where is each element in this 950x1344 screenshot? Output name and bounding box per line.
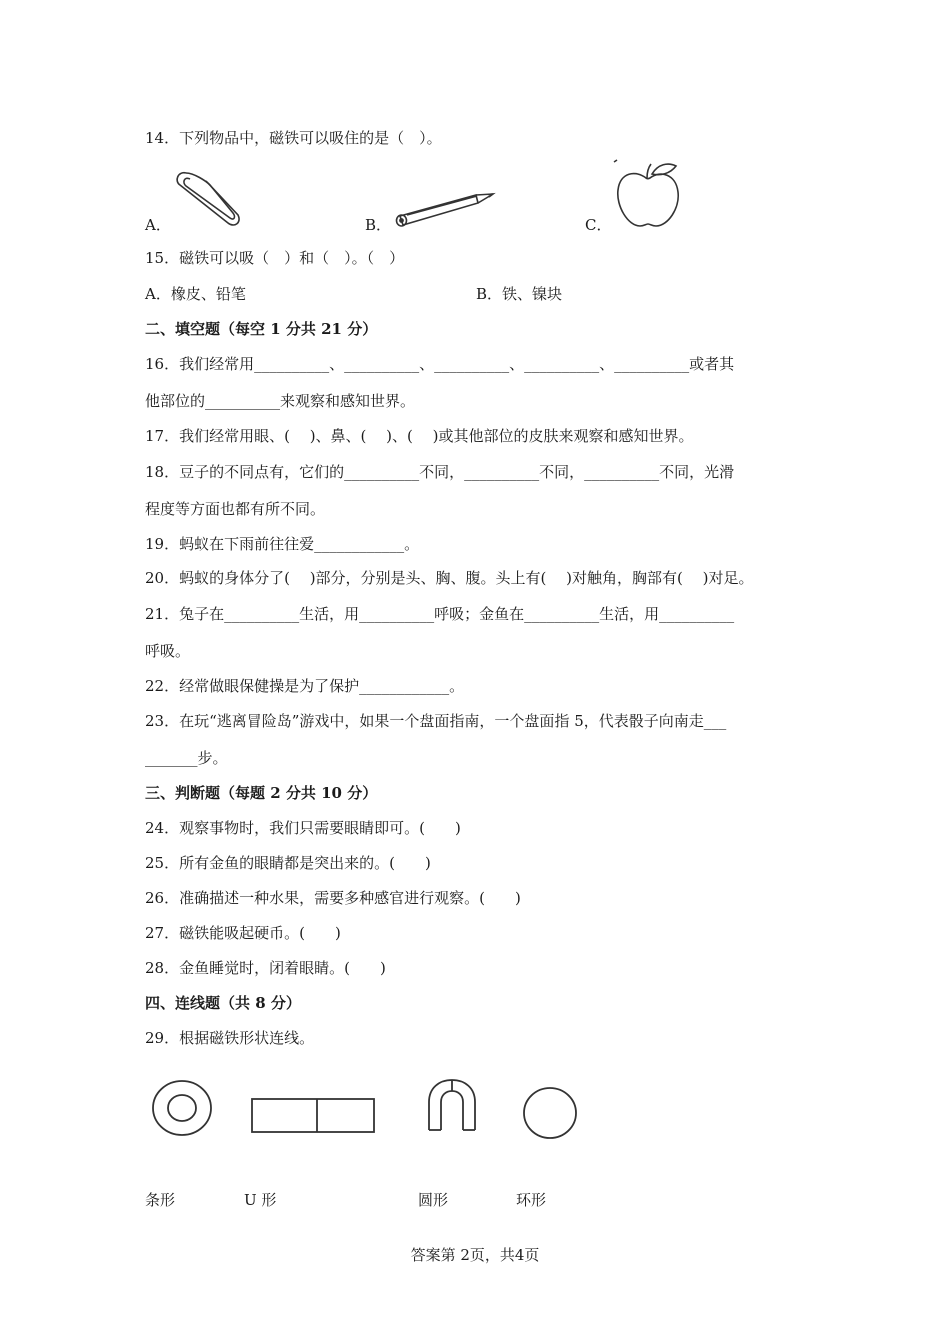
label-bar: 条形 [145, 1191, 176, 1209]
question-16-line-1: 16．我们经常用__________、__________、__________、__________、__________或者其 [145, 355, 735, 373]
paperclip-icon [172, 167, 248, 229]
question-14: 14．下列物品中，磁铁可以吸住的是（ ）。 [145, 129, 442, 147]
question-17: 17．我们经常用眼、( )、鼻、( )、( )或其他部位的皮肤来观察和感知世界。 [145, 427, 694, 445]
question-21-line-2: 呼吸。 [145, 642, 191, 660]
question-28: 28．金鱼睡觉时，闭着眼睛。( ) [145, 959, 386, 977]
question-15: 15．磁铁可以吸（ ）和（ ）。（ ） [145, 249, 405, 267]
bar-magnet-icon [250, 1096, 376, 1136]
option-a-label: A． [145, 216, 171, 234]
pencil-icon [392, 190, 496, 230]
option-b-label: B． [365, 216, 392, 234]
label-disc: 圆形 [418, 1191, 449, 1209]
question-19: 19．蚂蚁在下雨前往往爱____________。 [145, 535, 420, 553]
question-27: 27．磁铁能吸起硬币。( ) [145, 924, 341, 942]
question-18-line-1: 18．豆子的不同点有，它们的__________不同，__________不同，__________不同，光滑 [145, 463, 735, 481]
question-21-line-1: 21．兔子在__________生活，用__________呼吸；金鱼在__________生活，用__________ [145, 605, 735, 623]
question-22: 22．经常做眼保健操是为了保护____________。 [145, 677, 465, 695]
disc-magnet-icon [520, 1084, 580, 1142]
section-heading-fill-in: 二、填空题（每空 1 分共 21 分） [145, 320, 378, 338]
option-c-label: C． [585, 216, 612, 234]
question-16-line-2: 他部位的__________来观察和感知世界。 [145, 392, 416, 410]
question-23-line-2: _______步。 [145, 749, 228, 767]
label-u: U 形 [244, 1191, 277, 1209]
question-25: 25．所有金鱼的眼睛都是突出来的。( ) [145, 854, 431, 872]
option-15-b: B．铁、镍块 [476, 285, 563, 303]
u-magnet-icon [424, 1076, 480, 1134]
question-29: 29．根据磁铁形状连线。 [145, 1029, 315, 1047]
page-footer: 答案第 2页，共4页 [410, 1246, 540, 1264]
label-ring: 环形 [516, 1191, 547, 1209]
question-20: 20．蚂蚁的身体分了( )部分，分别是头、胸、腹。头上有( )对触角，胸部有( )对足。 [145, 569, 754, 587]
section-heading-true-false: 三、判断题（每题 2 分共 10 分） [145, 784, 378, 802]
ring-magnet-icon [150, 1078, 214, 1138]
question-24: 24．观察事物时，我们只需要眼睛即可。( ) [145, 819, 461, 837]
apple-icon [610, 158, 686, 232]
question-18-line-2: 程度等方面也都有所不同。 [145, 500, 326, 518]
question-23-line-1: 23．在玩“逃离冒险岛”游戏中，如果一个盘面指南，一个盘面指 5，代表骰子向南走___ [145, 712, 727, 730]
option-15-a: A．橡皮、铅笔 [145, 285, 246, 303]
question-26: 26．准确描述一种水果，需要多种感官进行观察。( ) [145, 889, 521, 907]
section-heading-matching: 四、连线题（共 8 分） [145, 994, 301, 1012]
